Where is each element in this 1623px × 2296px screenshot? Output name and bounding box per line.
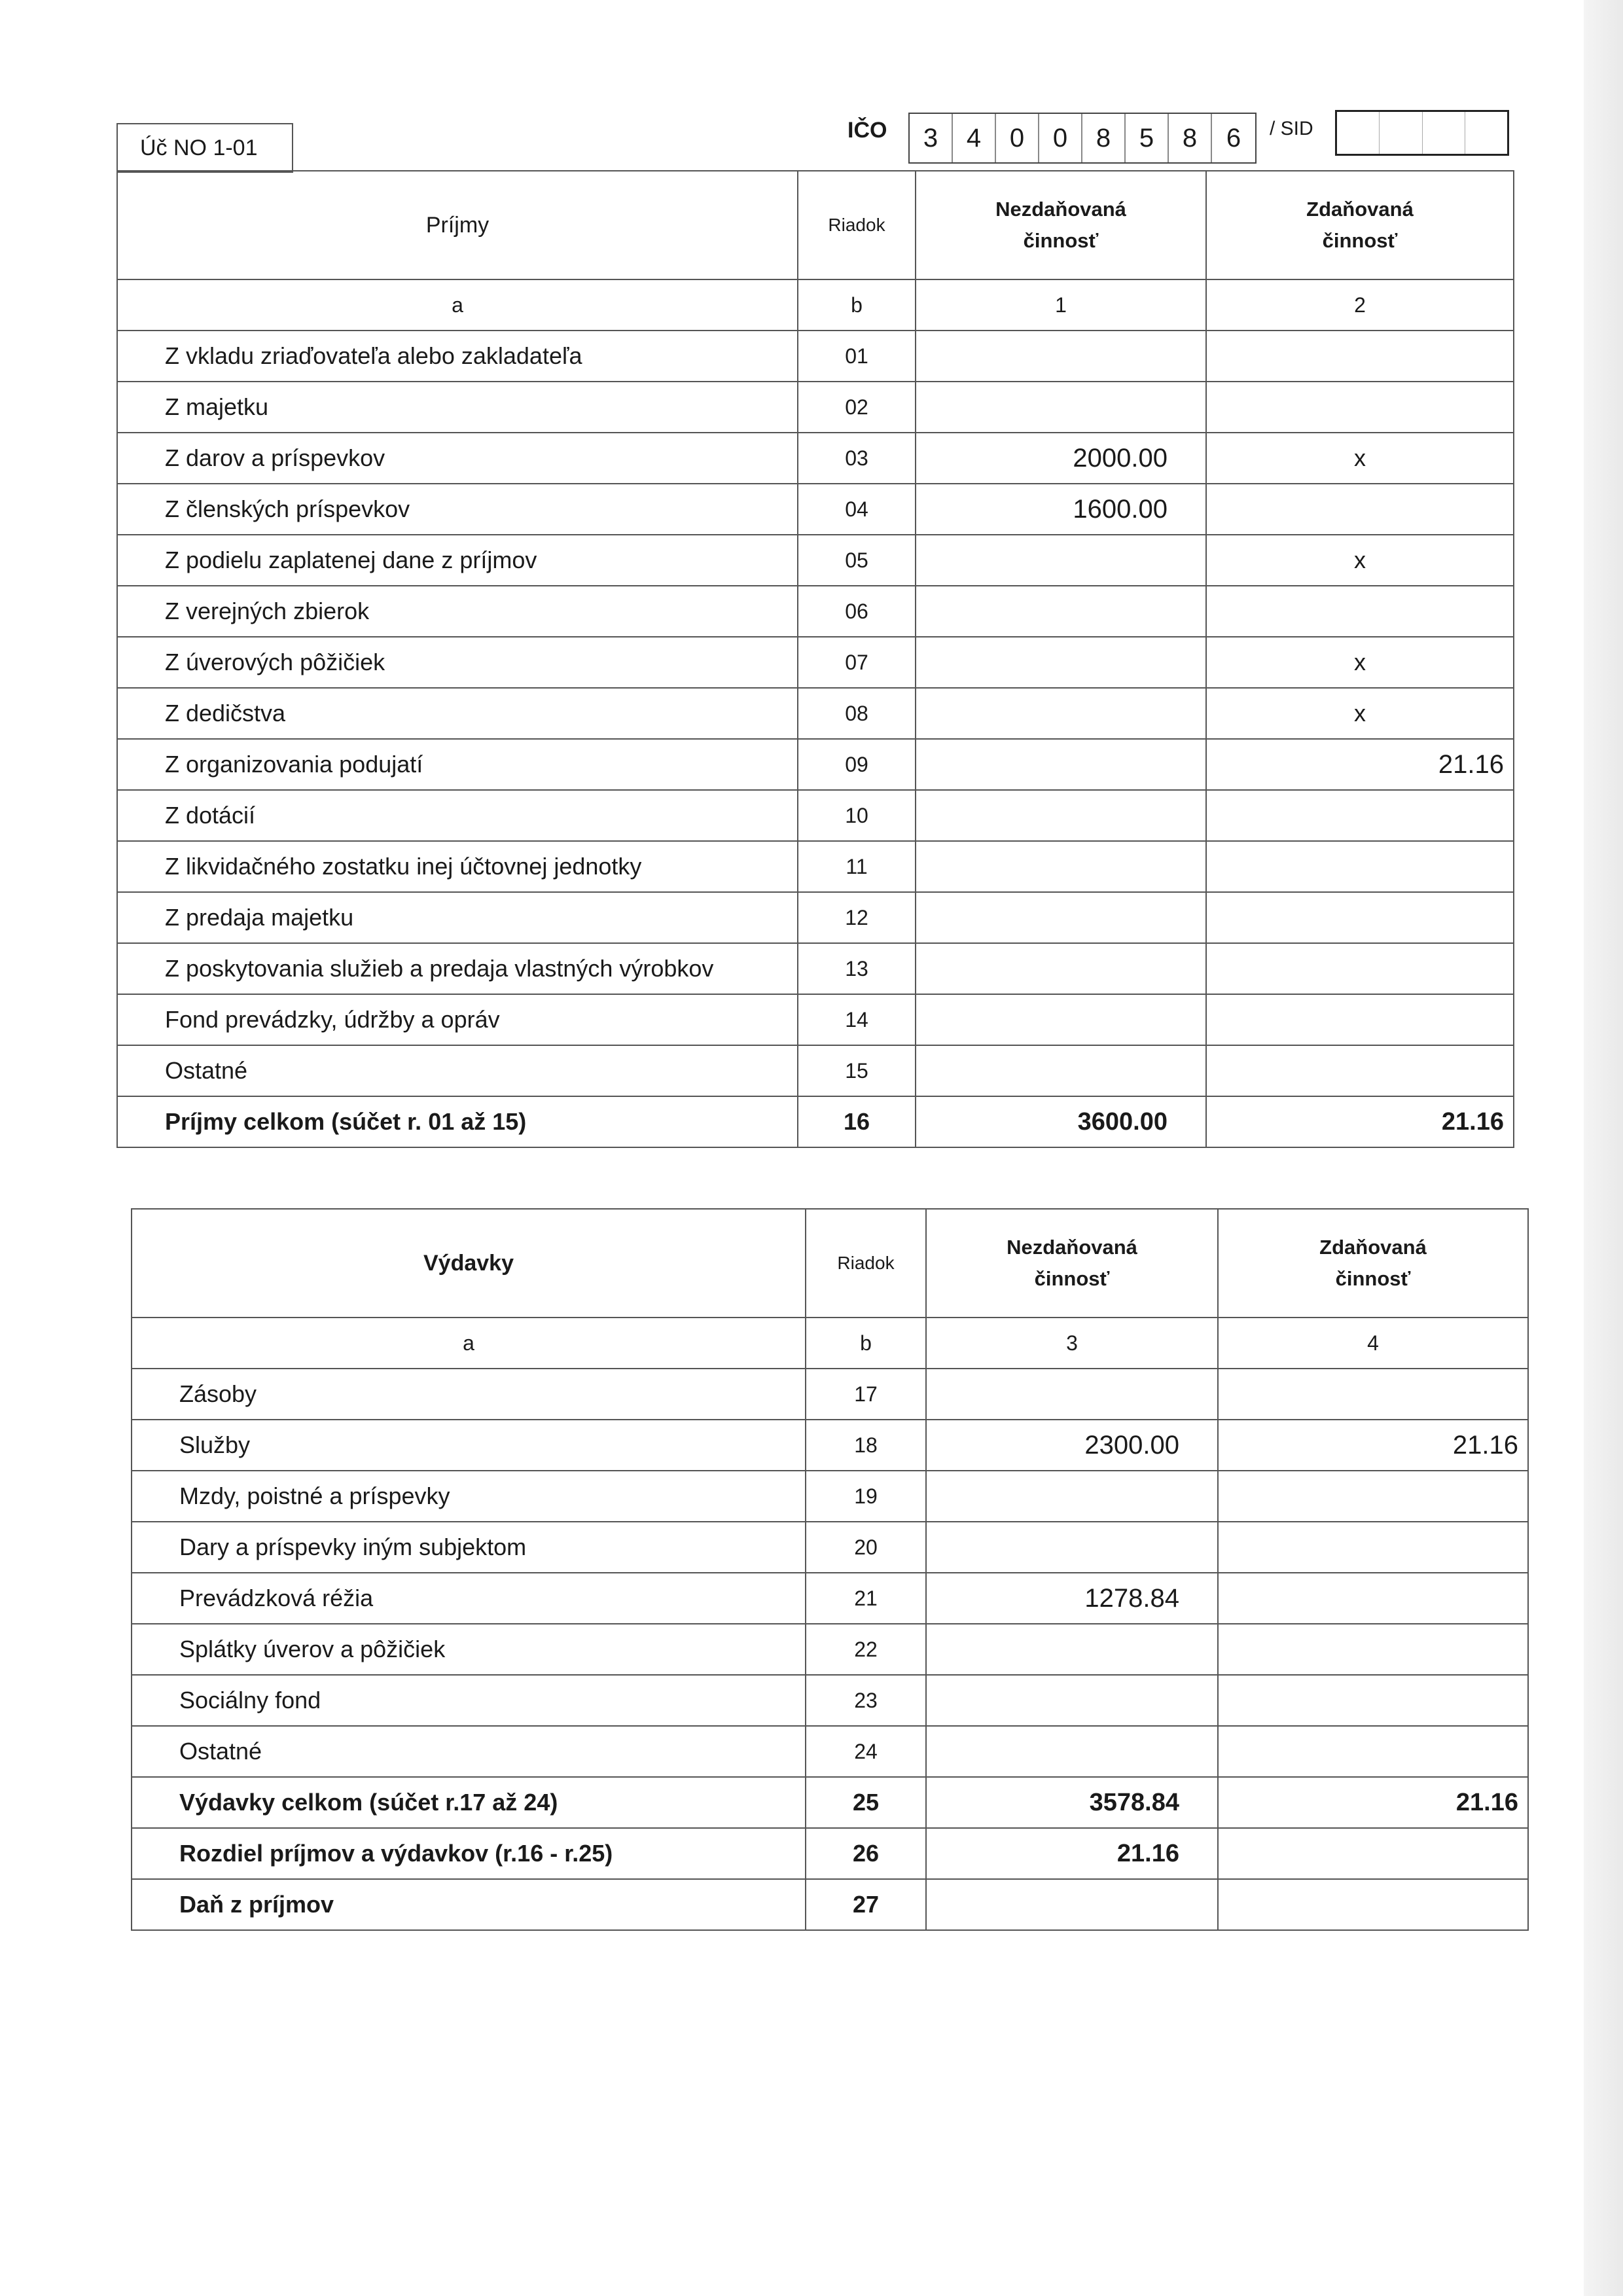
letter-a: a [132,1318,806,1369]
nontaxable-value: 2300.00 [926,1420,1218,1471]
taxable-value [1206,586,1514,637]
nontaxable-value [926,1675,1218,1726]
row-label: Z darov a príspevkov [117,433,798,484]
nontaxable-header-line2: činnosť [1034,1267,1110,1290]
income-header-row [117,171,1514,279]
ico-digit: 8 [1169,114,1212,162]
income-total-row [117,1096,1514,1147]
taxable-value [1206,1045,1514,1096]
taxable-value [1218,1369,1528,1420]
nontaxable-value [916,943,1206,994]
taxable-header-line1: Zdaňovaná [1319,1236,1427,1259]
taxable-value: x [1206,433,1514,484]
row-code: 06 [798,586,916,637]
row-label: Zásoby [132,1369,806,1420]
taxable-value [1218,1624,1528,1675]
row-label: Splátky úverov a pôžičiek [132,1624,806,1675]
table-row [117,943,1514,994]
row-label: Z vkladu zriaďovateľa alebo zakladateľa [117,331,798,382]
taxable-value [1206,382,1514,433]
row-code: 23 [806,1675,926,1726]
taxable-value [1206,331,1514,382]
table-row [117,637,1514,688]
row-label: Sociálny fond [132,1675,806,1726]
ico-field [908,113,1257,164]
taxable-value [1206,943,1514,994]
letter-1: 1 [916,279,1206,331]
row-code: 13 [798,943,916,994]
nontaxable-value [916,892,1206,943]
taxable-value [1206,790,1514,841]
row-code: 14 [798,994,916,1045]
ico-digit: 3 [910,114,953,162]
row-column-header: Riadok [806,1209,926,1318]
table-row [117,433,1514,484]
nontaxable-value [916,1045,1206,1096]
table-row [132,1522,1528,1573]
table-row [117,790,1514,841]
sid-cell [1423,112,1465,154]
row-code: 01 [798,331,916,382]
row-code: 07 [798,637,916,688]
income-total-taxable: 21.16 [1206,1096,1514,1147]
row-label: Z dedičstva [117,688,798,739]
expense-table [131,1208,1529,1931]
sid-cell [1337,112,1380,154]
row-code: 04 [798,484,916,535]
table-row [117,1045,1514,1096]
taxable-header-line2: činnosť [1322,229,1398,252]
table-row [117,892,1514,943]
ico-digit: 5 [1126,114,1169,162]
row-label: Z poskytovania služieb a predaja vlastných výrobkov [117,943,798,994]
letter-4: 4 [1218,1318,1528,1369]
taxable-value [1206,841,1514,892]
nontaxable-header-line2: činnosť [1023,229,1099,252]
expense-letter-row [132,1318,1528,1369]
table-row [132,1624,1528,1675]
table-row [117,382,1514,433]
row-code: 03 [798,433,916,484]
sid-field [1335,110,1509,156]
nontaxable-value [926,1471,1218,1522]
letter-b: b [798,279,916,331]
sid-cell [1380,112,1422,154]
table-row [132,1369,1528,1420]
row-code: 15 [798,1045,916,1096]
taxable-value [1206,892,1514,943]
nontaxable-value [916,688,1206,739]
expense-rows [132,1369,1528,1777]
row-code: 05 [798,535,916,586]
table-row [132,1420,1528,1471]
row-label: Dary a príspevky iným subjektom [132,1522,806,1573]
taxable-value: x [1206,637,1514,688]
nontaxable-value: 2000.00 [916,433,1206,484]
total-row [132,1777,1528,1828]
nontaxable-value: 1600.00 [916,484,1206,535]
row-label: Mzdy, poistné a príspevky [132,1471,806,1522]
letter-a: a [117,279,798,331]
row-code: 22 [806,1624,926,1675]
form-id-box [116,123,293,173]
sid-label: / SID [1270,118,1313,139]
row-label: Z dotácií [117,790,798,841]
nontaxable-value [916,382,1206,433]
taxable-header-line2: činnosť [1335,1267,1411,1290]
table-row [117,739,1514,790]
nontaxable-value [916,841,1206,892]
income-title: Príjmy [117,171,798,279]
taxable-value: 21.16 [1218,1420,1528,1471]
taxable-value [1218,1828,1528,1879]
nontaxable-value: 21.16 [926,1828,1218,1879]
ico-digit: 8 [1082,114,1126,162]
row-code: 20 [806,1522,926,1573]
taxable-column-header [1206,171,1514,279]
letter-b: b [806,1318,926,1369]
row-label: Ostatné [117,1045,798,1096]
row-label: Z členských príspevkov [117,484,798,535]
nontaxable-header-line1: Nezdaňovaná [995,198,1126,221]
income-rows [117,331,1514,1096]
row-label: Prevádzková réžia [132,1573,806,1624]
income-total-label: Príjmy celkom (súčet r. 01 až 15) [117,1096,798,1147]
nontaxable-value [916,535,1206,586]
taxable-value: 21.16 [1206,739,1514,790]
income-total-nontaxable: 3600.00 [916,1096,1206,1147]
nontaxable-value [916,331,1206,382]
taxable-value [1206,484,1514,535]
row-label: Fond prevádzky, údržby a opráv [117,994,798,1045]
taxable-column-header [1218,1209,1528,1318]
row-code: 10 [798,790,916,841]
sid-cell [1465,112,1507,154]
table-row [117,688,1514,739]
nontaxable-value: 1278.84 [926,1573,1218,1624]
table-row [132,1726,1528,1777]
row-code: 17 [806,1369,926,1420]
row-column-header: Riadok [798,171,916,279]
expense-title: Výdavky [132,1209,806,1318]
taxable-value: x [1206,535,1514,586]
row-label: Služby [132,1420,806,1471]
row-label: Daň z príjmov [132,1879,806,1930]
row-label: Z úverových pôžičiek [117,637,798,688]
nontaxable-value [916,637,1206,688]
row-code: 24 [806,1726,926,1777]
row-code: 26 [806,1828,926,1879]
row-label: Z organizovania podujatí [117,739,798,790]
table-row [117,994,1514,1045]
nontaxable-value [926,1369,1218,1420]
row-code: 08 [798,688,916,739]
table-row [132,1471,1528,1522]
ico-digit: 0 [996,114,1039,162]
expense-header-row [132,1209,1528,1318]
taxable-header-line1: Zdaňovaná [1306,198,1414,221]
row-code: 12 [798,892,916,943]
row-code: 18 [806,1420,926,1471]
nontaxable-value [916,790,1206,841]
taxable-value [1218,1879,1528,1930]
taxable-value [1218,1726,1528,1777]
table-row [132,1573,1528,1624]
row-code: 25 [806,1777,926,1828]
taxable-value: x [1206,688,1514,739]
table-row [132,1675,1528,1726]
row-label: Rozdiel príjmov a výdavkov (r.16 - r.25) [132,1828,806,1879]
income-total-code: 16 [798,1096,916,1147]
income-letter-row [117,279,1514,331]
table-row [117,535,1514,586]
income-table [116,170,1514,1148]
row-code: 09 [798,739,916,790]
row-label: Z likvidačného zostatku inej účtovnej jednotky [117,841,798,892]
letter-2: 2 [1206,279,1514,331]
taxable-value: 21.16 [1218,1777,1528,1828]
row-label: Ostatné [132,1726,806,1777]
row-code: 11 [798,841,916,892]
row-code: 21 [806,1573,926,1624]
table-row [117,586,1514,637]
ico-digit: 6 [1226,123,1241,152]
ico-label: IČO [847,118,887,143]
expense-totals [132,1777,1528,1930]
taxable-value [1218,1522,1528,1573]
nontaxable-value [916,586,1206,637]
nontaxable-value: 3578.84 [926,1777,1218,1828]
row-label: Z podielu zaplatenej dane z príjmov [117,535,798,586]
row-code: 27 [806,1879,926,1930]
page-edge-shadow [1584,0,1623,2296]
nontaxable-value [916,739,1206,790]
nontaxable-column-header [916,171,1206,279]
form-id: Úč NO 1-01 [140,135,258,160]
taxable-value [1218,1675,1528,1726]
total-row [132,1879,1528,1930]
nontaxable-value [916,994,1206,1045]
ico-digit: 4 [953,114,996,162]
ico-digit: 0 [1039,114,1082,162]
table-row [117,484,1514,535]
letter-3: 3 [926,1318,1218,1369]
row-label: Z predaja majetku [117,892,798,943]
row-label: Z majetku [117,382,798,433]
table-row [117,841,1514,892]
nontaxable-value [926,1879,1218,1930]
row-code: 19 [806,1471,926,1522]
taxable-value [1218,1573,1528,1624]
taxable-value [1218,1471,1528,1522]
row-label: Výdavky celkom (súčet r.17 až 24) [132,1777,806,1828]
nontaxable-value [926,1624,1218,1675]
total-row [132,1828,1528,1879]
taxable-value [1206,994,1514,1045]
nontaxable-value [926,1522,1218,1573]
row-label: Z verejných zbierok [117,586,798,637]
table-row [117,331,1514,382]
nontaxable-value [926,1726,1218,1777]
nontaxable-column-header [926,1209,1218,1318]
row-code: 02 [798,382,916,433]
nontaxable-header-line1: Nezdaňovaná [1007,1236,1137,1259]
